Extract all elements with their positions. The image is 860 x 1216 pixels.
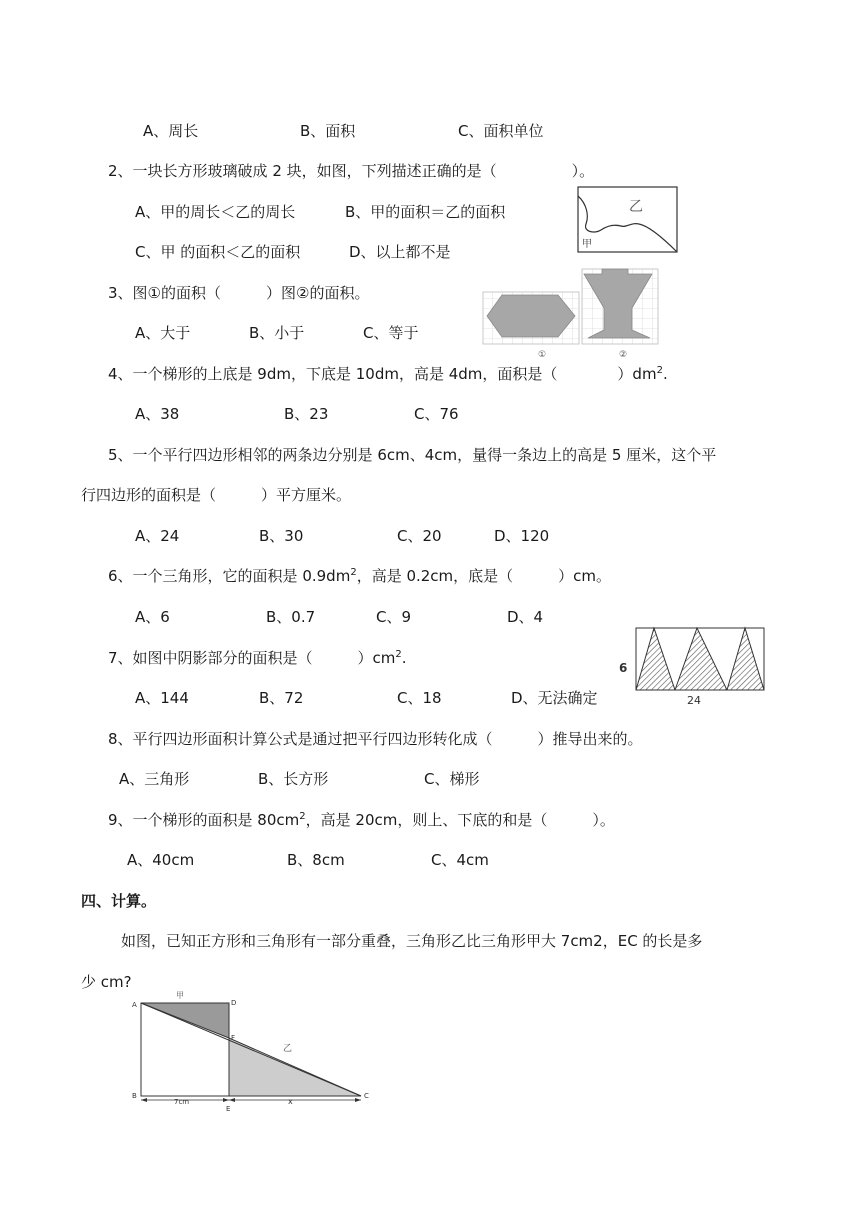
q1-option-a: A、周长: [143, 122, 199, 140]
q7-label-height: 6: [619, 661, 628, 675]
q4-stem: 4、一个梯形的上底是 9dm，下底是 10dm，高是 4dm，面积是（ ）$dm^2$.: [108, 365, 668, 383]
q6-option-d: D、4: [507, 608, 544, 626]
q5-stem-line1: 5、一个平行四边形相邻的两条边分别是 6cm、4cm，量得一条边上的高是 5 厘米，这个平: [108, 446, 717, 464]
q9-option-c: C、4cm: [431, 851, 489, 869]
q5-option-c: C、20: [397, 527, 442, 545]
q5-option-a: A、24: [135, 527, 180, 545]
fig-label-yi: 乙: [283, 1044, 293, 1054]
q3-stem: 3、图①的面积（ ）图②的面积。: [108, 284, 370, 302]
q3-option-a: A、大于: [135, 324, 191, 342]
q2-option-a: A、甲的周长＜乙的周长: [135, 203, 296, 221]
fig-label-a: A: [132, 1001, 137, 1009]
q6-option-a: A、6: [135, 608, 170, 626]
section-heading-calculation: 四、计算。: [81, 892, 157, 910]
fig-label-ec-length: x: [288, 1097, 293, 1106]
q2-stem: 2、一块长方形玻璃破成 2 块，如图，下列描述正确的是（ ）。: [108, 162, 595, 180]
section4-text-line1: 如图，已知正方形和三角形有一部分重叠，三角形乙比三角形甲大 7cm2，EC 的长是多: [121, 932, 703, 950]
q3-option-b: B、小于: [249, 324, 305, 342]
q4-option-c: C、76: [414, 405, 459, 423]
section4-text-line2: 少 cm?: [81, 973, 132, 991]
q4-option-b: B、23: [284, 405, 329, 423]
q8-option-b: B、长方形: [258, 770, 329, 788]
q2-glass-figure: [577, 186, 679, 254]
q2-option-d: D、以上都不是: [349, 243, 451, 261]
q3-label-one: ①: [538, 350, 547, 360]
q1-option-c: C、面积单位: [458, 122, 544, 140]
fig-label-c: C: [364, 1092, 369, 1100]
q9-stem: 9、一个梯形的面积是 $80cm^2$，高是 20cm，则上、下底的和是（ ）。: [108, 811, 615, 829]
q3-option-c: C、等于: [363, 324, 419, 342]
fig-label-b: B: [132, 1092, 137, 1100]
fig-label-d: D: [231, 999, 237, 1007]
q2-label-yi: 乙: [629, 199, 643, 215]
q7-stem: 7、如图中阴影部分的面积是（ ）$cm^2$.: [108, 649, 407, 667]
q3-grid-figures: [482, 268, 662, 360]
q3-label-two: ②: [619, 350, 628, 360]
q6-stem: 6、一个三角形，它的面积是 $0.9dm^2$，高是 0.2cm，底是（ ）cm。: [108, 567, 612, 585]
fig-label-be-length: 7cm: [174, 1098, 190, 1106]
q8-stem: 8、平行四边形面积计算公式是通过把平行四边形转化成（ ）推导出来的。: [108, 730, 643, 748]
q4-option-a: A、38: [135, 405, 180, 423]
q2-option-c: C、甲 的面积＜乙的面积: [135, 243, 301, 261]
q1-option-b: B、面积: [300, 122, 356, 140]
q8-option-c: C、梯形: [424, 770, 480, 788]
q6-option-b: B、0.7: [266, 608, 316, 626]
q7-option-b: B、72: [259, 689, 304, 707]
q8-option-a: A、三角形: [119, 770, 190, 788]
section4-square-triangle-figure: [128, 988, 376, 1113]
q9-option-b: B、8cm: [287, 851, 345, 869]
q5-option-d: D、120: [494, 527, 550, 545]
fig-label-e: E: [226, 1105, 231, 1113]
q5-stem-line2: 行四边形的面积是（ ）平方厘米。: [81, 486, 352, 504]
q7-option-c: C、18: [397, 689, 442, 707]
q7-option-a: A、144: [135, 689, 189, 707]
q7-option-d: D、无法确定: [511, 689, 598, 707]
q6-option-c: C、9: [376, 608, 412, 626]
q7-label-width: 24: [687, 694, 701, 707]
fig-label-f: F: [231, 1034, 236, 1042]
q7-shaded-triangles-figure: [615, 624, 767, 708]
q2-option-b: B、甲的面积＝乙的面积: [345, 203, 506, 221]
q5-option-b: B、30: [259, 527, 304, 545]
q2-label-jia: 甲: [582, 239, 592, 250]
q9-option-a: A、40cm: [127, 851, 195, 869]
fig-label-jia: 甲: [176, 991, 184, 1000]
